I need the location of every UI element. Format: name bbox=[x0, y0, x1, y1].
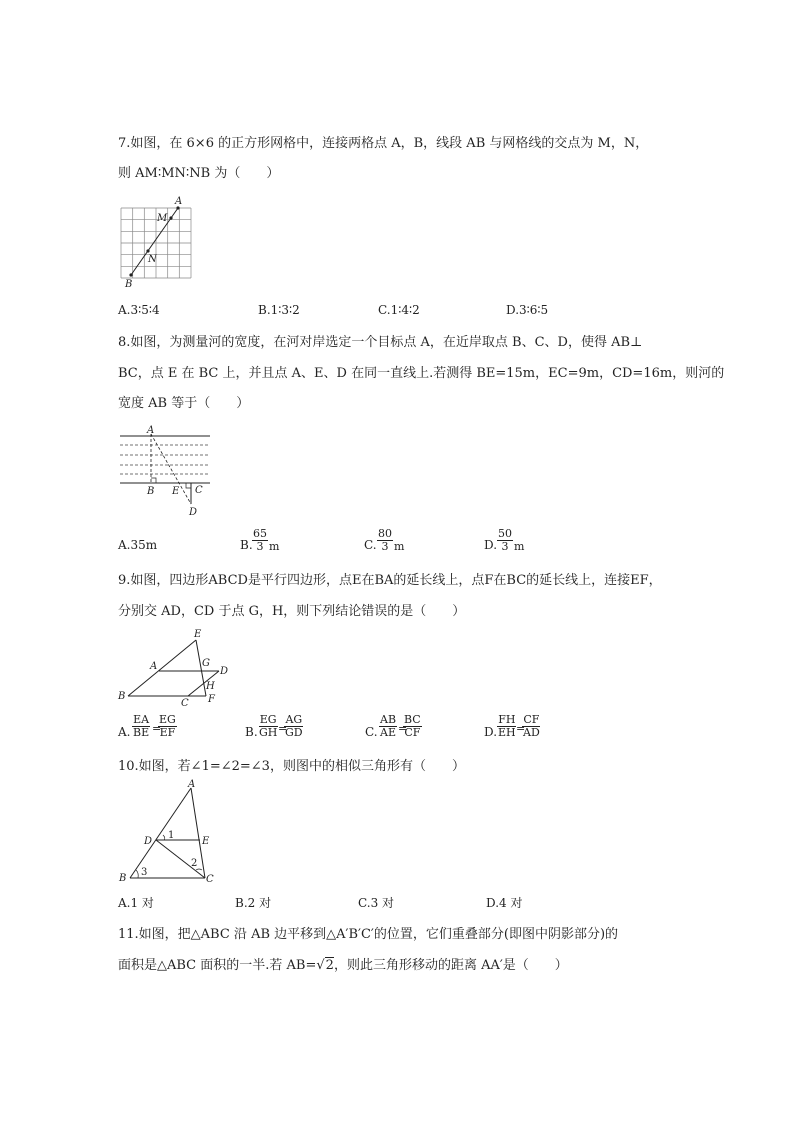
q7-option-a: A.3∶5∶4 bbox=[118, 303, 160, 317]
q10-stem-line1: 10.如图，若∠1=∠2=∠3，则图中的相似三角形有（ ） bbox=[118, 759, 465, 774]
q9-option-d-d1: EH bbox=[498, 726, 516, 739]
q9-label-F: F bbox=[208, 694, 215, 705]
q9-option-d-left-fraction bbox=[497, 714, 517, 739]
q9-option-a-right-fraction bbox=[158, 714, 177, 739]
q11-stem-line2-part1: 面积是△ABC 面积的一半.若 AB= bbox=[118, 958, 317, 973]
q8-option-d-fraction bbox=[497, 528, 513, 553]
q8-option-b-unit: m bbox=[269, 540, 280, 553]
q11-stem-line1: 11.如图，把△ABC 沿 AB 边平移到△A′B′C′的位置，它们重叠部分(即图中阴影部分)的 bbox=[118, 927, 619, 942]
q10-option-d: D.4 对 bbox=[486, 896, 523, 910]
q9-parallelogram-figure bbox=[116, 626, 236, 708]
q9-option-c-right-fraction bbox=[403, 714, 422, 739]
q9-option-a-d1: BE bbox=[133, 726, 150, 739]
q8-option-c-numerator: 80 bbox=[378, 527, 392, 540]
q8-label-D: D bbox=[189, 507, 198, 518]
q9-option-d-prefix: D. bbox=[484, 725, 498, 739]
q9-option-a-left-fraction bbox=[132, 714, 150, 739]
q10-triangle-figure bbox=[116, 779, 226, 888]
q9-option-b-d2: GD bbox=[285, 726, 303, 739]
q7-label-B: B bbox=[125, 279, 133, 290]
q9-option-d-equals: = bbox=[516, 722, 526, 735]
q8-stem-line2: BC，点 E 在 BC 上，并且点 A、E、D 在同一直线上.若测得 BE=15m，EC=9m，CD=16m，则河的 bbox=[118, 366, 725, 381]
q8-label-B: B bbox=[147, 486, 155, 497]
q9-label-B: B bbox=[118, 691, 126, 702]
q8-option-d-unit: m bbox=[514, 540, 525, 553]
q7-option-d: D.3∶6∶5 bbox=[506, 303, 549, 317]
q7-stem-line1: 7.如图，在 6×6 的正方形网格中，连接两格点 A，B，线段 AB 与网格线的交点为 M，N， bbox=[118, 136, 649, 151]
q10-option-b: B.2 对 bbox=[235, 896, 272, 910]
q9-option-a-d2: EF bbox=[159, 726, 176, 739]
q9-option-c-d2: CF bbox=[404, 726, 421, 739]
q8-option-a: A.35m bbox=[118, 538, 158, 552]
q9-option-a-equals: = bbox=[152, 722, 162, 735]
q8-label-E: E bbox=[172, 486, 180, 497]
q9-option-a-n1: EA bbox=[133, 713, 150, 726]
q10-option-c: C.3 对 bbox=[358, 896, 395, 910]
q11-sqrt-radicand: 2 bbox=[325, 958, 334, 973]
q10-label-A: A bbox=[188, 779, 196, 790]
q7-label-N: N bbox=[148, 254, 157, 265]
q8-label-C: C bbox=[195, 485, 203, 496]
q9-option-c-n2: BC bbox=[404, 713, 421, 726]
q10-label-B: B bbox=[119, 873, 127, 884]
q9-option-b-equals: = bbox=[278, 722, 288, 735]
q9-option-c-n1: AB bbox=[380, 713, 397, 726]
q9-option-a-n2: EG bbox=[159, 713, 176, 726]
q9-option-d-d2: AD bbox=[523, 726, 540, 739]
q10-option-a: A.1 对 bbox=[118, 896, 154, 910]
q9-stem-line2: 分别交 AD，CD 于点 G，H，则下列结论错误的是（ ） bbox=[118, 604, 466, 619]
q10-label-E: E bbox=[202, 836, 210, 847]
q11-sqrt-sign: √ bbox=[316, 958, 325, 973]
q9-label-C: C bbox=[181, 698, 189, 709]
q9-label-E: E bbox=[194, 629, 202, 640]
q7-label-M: M bbox=[157, 213, 168, 224]
q9-label-A: A bbox=[150, 661, 158, 672]
q8-option-c-unit: m bbox=[394, 540, 405, 553]
q7-grid-figure bbox=[116, 192, 206, 292]
q8-option-b-prefix: B. bbox=[240, 538, 253, 552]
q8-option-b-fraction bbox=[252, 528, 268, 553]
q8-label-A: A bbox=[147, 425, 155, 436]
q10-label-C: C bbox=[206, 874, 214, 885]
q10-angle-1: 1 bbox=[168, 830, 175, 841]
q8-option-c-denominator: 3 bbox=[381, 540, 389, 553]
q7-option-b: B.1∶3∶2 bbox=[258, 303, 300, 317]
q9-option-b-d1: GH bbox=[259, 726, 278, 739]
q9-stem-line1: 9.如图，四边形ABCD是平行四边形，点E在BA的延长线上，点F在BC的延长线上，连接EF， bbox=[118, 573, 662, 588]
q8-option-c-fraction bbox=[377, 528, 393, 553]
q8-option-b-numerator: 65 bbox=[253, 527, 267, 540]
q9-option-d-n1: FH bbox=[498, 713, 516, 726]
q10-angle-3: 3 bbox=[141, 867, 148, 878]
q11-stem-line2 bbox=[118, 958, 568, 974]
q9-option-d-right-fraction bbox=[522, 714, 541, 739]
q9-option-c-equals: = bbox=[398, 722, 408, 735]
q7-option-c: C.1∶4∶2 bbox=[378, 303, 420, 317]
q9-label-H: H bbox=[206, 681, 215, 692]
q7-stem-line2: 则 AM∶MN∶NB 为（ ） bbox=[118, 166, 280, 181]
q9-option-d-n2: CF bbox=[523, 713, 540, 726]
q9-option-b-n2: AG bbox=[285, 713, 303, 726]
q8-option-c-prefix: C. bbox=[364, 538, 377, 552]
q9-option-b-right-fraction bbox=[284, 714, 304, 739]
q8-stem-line1: 8.如图，为测量河的宽度，在河对岸选定一个目标点 A，在近岸取点 B、C、D，使得 AB⊥ bbox=[118, 335, 643, 350]
q9-label-D: D bbox=[220, 666, 229, 677]
q8-option-d-prefix: D. bbox=[484, 538, 498, 552]
q7-label-A: A bbox=[175, 196, 183, 207]
q10-angle-2: 2 bbox=[191, 858, 198, 869]
q8-option-d-denominator: 3 bbox=[501, 540, 509, 553]
q9-label-G: G bbox=[202, 658, 210, 669]
q9-option-c-left-fraction bbox=[379, 714, 397, 739]
q9-option-a-prefix: A. bbox=[118, 725, 131, 739]
q8-option-d-numerator: 50 bbox=[498, 527, 512, 540]
q9-option-b-n1: EG bbox=[259, 713, 277, 726]
q9-option-b-left-fraction bbox=[258, 714, 278, 739]
q8-option-b-denominator: 3 bbox=[256, 540, 264, 553]
q8-river-figure bbox=[116, 424, 216, 520]
q9-option-c-prefix: C. bbox=[365, 725, 378, 739]
q9-option-b-prefix: B. bbox=[245, 725, 258, 739]
q11-stem-line2-part2: ，则此三角形移动的距离 AA′是（ ） bbox=[333, 958, 568, 973]
q9-option-c-d1: AE bbox=[380, 726, 396, 739]
q10-label-D: D bbox=[144, 836, 153, 847]
q8-stem-line3: 宽度 AB 等于（ ） bbox=[118, 396, 250, 411]
